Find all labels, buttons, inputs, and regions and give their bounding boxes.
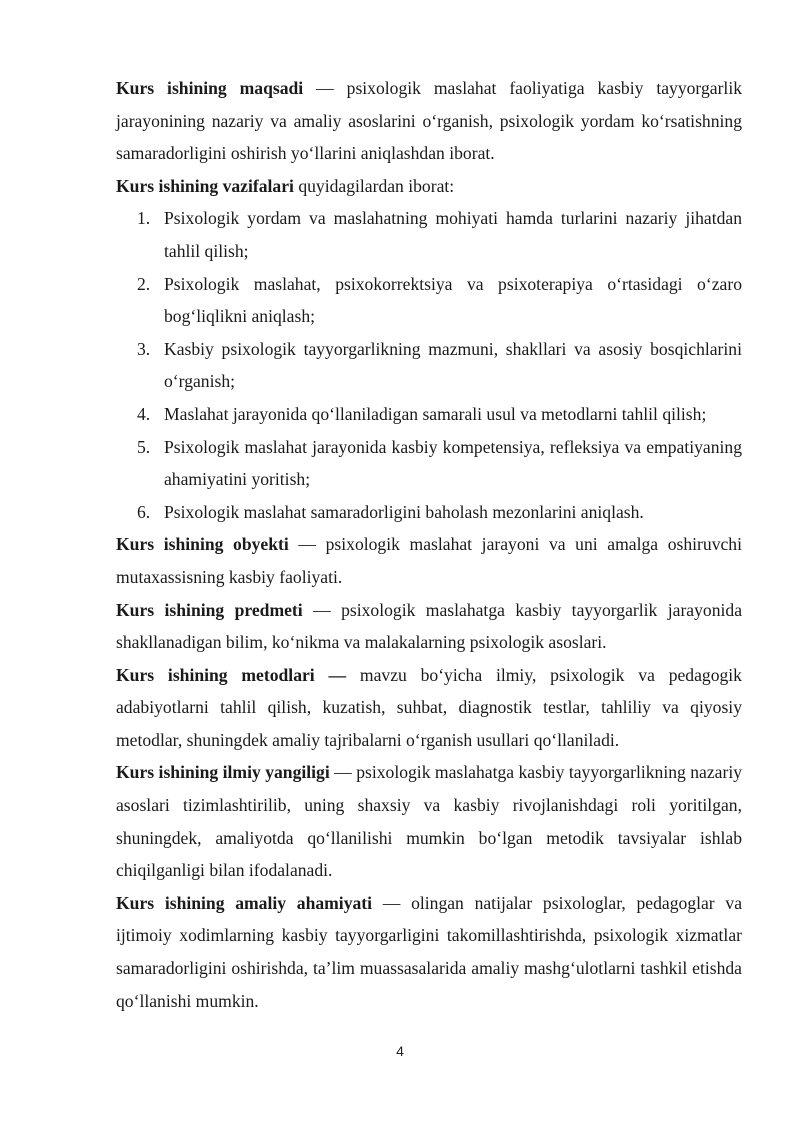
object-text: — psixologik maslahat jarayoni va uni amalga oshiruvchi mutaxassisning kasbiy faoliyati. bbox=[116, 534, 742, 587]
methods-term: Kurs ishining metodlari — bbox=[116, 664, 347, 685]
list-item-number: 5. bbox=[137, 436, 151, 457]
object-paragraph bbox=[116, 528, 742, 593]
list-item bbox=[116, 398, 742, 431]
subject-paragraph bbox=[116, 594, 742, 659]
novelty-term: Kurs ishining ilmiy yangiligi bbox=[116, 762, 330, 783]
list-item-text: Psixologik maslahat jarayonida kasbiy kompetensiya, refleksiya va empatiyaning ahamiyatini yoritish; bbox=[164, 436, 742, 490]
practical-term: Kurs ishining amaliy ahamiyati bbox=[116, 892, 373, 913]
list-item bbox=[116, 496, 742, 529]
methods-paragraph bbox=[116, 659, 742, 757]
goal-term: Kurs ishining maqsadi bbox=[116, 78, 304, 98]
tasks-list bbox=[116, 202, 742, 528]
list-item-text: Maslahat jarayonida qo‘llaniladigan samarali usul va metodlarni tahlil qilish; bbox=[164, 403, 707, 424]
list-item-number: 6. bbox=[137, 501, 151, 522]
list-item-text: Psixologik yordam va maslahatning mohiyati hamda turlarini nazariy jihatdan tahlil qilish; bbox=[164, 208, 742, 261]
list-item bbox=[116, 431, 742, 496]
list-item-number: 4. bbox=[137, 403, 151, 424]
list-item-number: 1. bbox=[137, 208, 151, 229]
goal-text: — psixologik maslahat faoliyatiga kasbiy tayyorgarlik jarayonining nazariy va amaliy asoslarini o‘rganish, psixologik yordam ko‘rsatishning samaradorligini oshirish yo‘llarini aniqlashdan iborat. bbox=[116, 78, 743, 164]
novelty-text: — psixologik maslahatga kasbiy tayyorgarlikning nazariy asoslari tizimlashtirilib, uning shaxsiy va kasbiy rivojlanishdagi roli yoritilgan, shuningdek, amaliyotda qo‘llanilishi mumkin bo‘lgan metodik tavsiyalar ishlab chiqilganligi bilan ifodalanadi. bbox=[116, 762, 743, 881]
list-item-number: 2. bbox=[137, 273, 151, 294]
novelty-paragraph bbox=[116, 756, 742, 886]
list-item-text: Psixologik maslahat, psixokorrektsiya va psixoterapiya o‘rtasidagi o‘zaro bog‘liqlikni aniqlash; bbox=[164, 273, 742, 327]
list-item bbox=[116, 333, 742, 398]
methods-text: mavzu bo‘yicha ilmiy, psixologik va pedagogik adabiyotlarni tahlil qilish, kuzatish, suhbat, diagnostik testlar, tahliliy va qiyosiy metodlar, shuningdek amaliy tajribalarni o‘rganish usullari qo‘llaniladi. bbox=[116, 664, 742, 750]
object-term: Kurs ishining obyekti bbox=[116, 534, 289, 555]
subject-text: — psixologik maslahatga kasbiy tayyorgarlik jarayonida shakllanadigan bilim, ko‘nikma va malakalarning psixologik asoslari. bbox=[116, 599, 742, 653]
list-item-number: 3. bbox=[137, 338, 151, 359]
subject-term: Kurs ishining predmeti bbox=[116, 599, 303, 620]
list-item bbox=[116, 202, 742, 267]
document-page bbox=[116, 72, 742, 1017]
page-number: 4 bbox=[396, 1043, 404, 1059]
list-item-text: Psixologik maslahat samaradorligini baholash mezonlarini aniqlash. bbox=[164, 501, 644, 522]
tasks-term: Kurs ishining vazifalari bbox=[116, 175, 294, 196]
list-item bbox=[116, 268, 742, 333]
list-item-text: Kasbiy psixologik tayyorgarlikning mazmuni, shakllari va asosiy bosqichlarini o‘rganish; bbox=[164, 338, 742, 392]
tasks-intro-paragraph bbox=[116, 170, 742, 203]
practical-paragraph bbox=[116, 887, 742, 1017]
tasks-intro-text: quyidagilardan iborat: bbox=[293, 175, 455, 196]
practical-text: — olingan natijalar psixologlar, pedagoglar va ijtimoiy xodimlarning kasbiy tayyorgarligini takomillashtirishda, psixologik xizmatlar samaradorligini oshirishda, ta’lim muassasalarida amaliy mashg‘ulotlarni tashkil etishda qo‘llanishi mumkin. bbox=[116, 892, 742, 1011]
goal-paragraph bbox=[116, 72, 742, 170]
